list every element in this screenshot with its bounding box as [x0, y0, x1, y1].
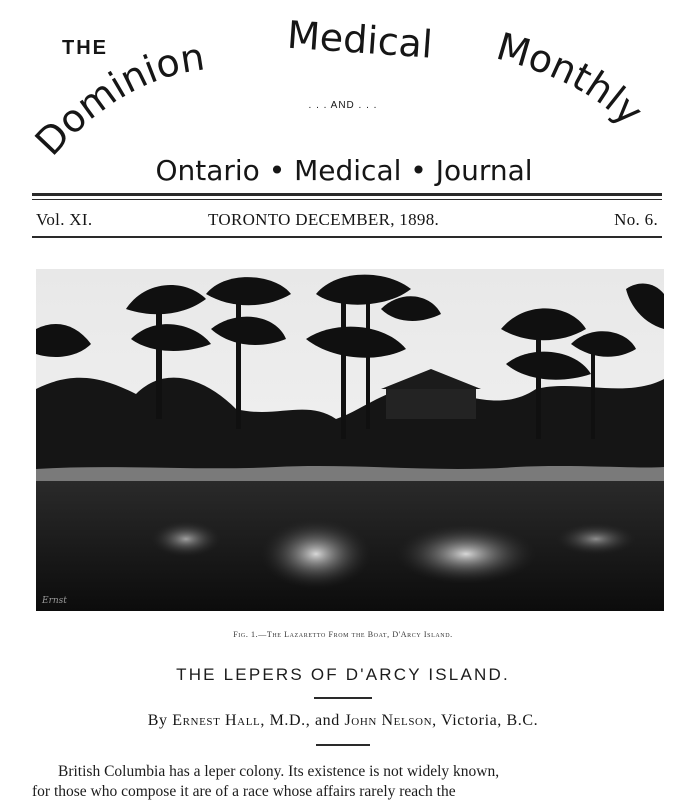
figure-caption: Fig. 1.—The Lazaretto From the Boat, D'Arcy Island. — [233, 630, 453, 639]
body-line-2: for those who compose it are of a race whose affairs rarely reach the — [32, 783, 456, 800]
masthead-medical: Medical — [285, 12, 434, 67]
masthead-dominion — [27, 34, 208, 163]
article-body — [32, 762, 662, 802]
masthead-monthly-path: Monthly — [491, 24, 652, 134]
masthead-rule-top — [32, 193, 662, 196]
byline-divider — [316, 744, 370, 746]
masthead-dominion-path: Dominion — [26, 34, 208, 164]
photo-illustration — [36, 269, 664, 611]
masthead-the: THE — [62, 37, 108, 59]
masthead-and: . . . AND . . . — [308, 100, 378, 111]
photo-signature: Ernst — [42, 596, 67, 606]
body-line-1: British Columbia has a leper colony. Its existence is not widely known, — [58, 763, 500, 780]
article-title: THE LEPERS OF D'ARCY ISLAND. — [176, 665, 510, 684]
title-divider — [314, 697, 372, 699]
author-hall: Ernest Hall — [172, 712, 261, 729]
author-nelson-suffix: , Victoria, B.C. — [432, 712, 539, 729]
masthead-journal-line: Ontario • Medical • Journal — [155, 154, 533, 187]
masthead-monthly — [492, 24, 652, 134]
issue-number: No. 6. — [614, 210, 658, 229]
issue-rule-bottom — [32, 236, 662, 238]
byline-by: By — [147, 712, 168, 729]
lazaretto-photo — [36, 269, 664, 611]
issue-line — [36, 210, 658, 232]
masthead — [0, 0, 686, 200]
volume: Vol. XI. — [36, 210, 93, 229]
author-hall-suffix: , M.D., and — [260, 712, 340, 729]
masthead-rule-top-thin — [32, 199, 662, 200]
byline — [0, 712, 686, 730]
place-date: TORONTO DECEMBER, 1898. — [208, 210, 440, 229]
author-nelson: John Nelson — [344, 712, 433, 729]
